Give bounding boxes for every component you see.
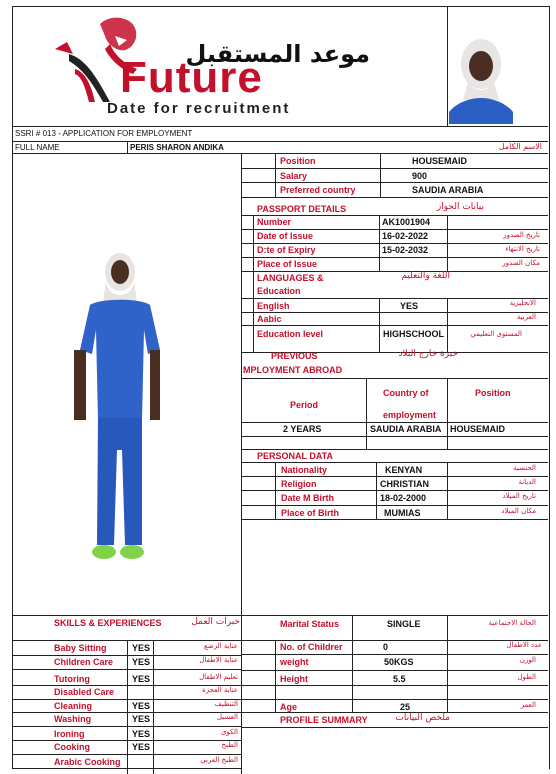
place-of-issue-label: Place of Issue bbox=[257, 259, 318, 269]
full-name-label: FULL NAME bbox=[15, 143, 60, 152]
skill-label: Ironing bbox=[54, 729, 85, 739]
english-value: YES bbox=[400, 301, 419, 311]
col-country-2: employment bbox=[383, 410, 437, 420]
marital-label: Marital Status bbox=[280, 619, 340, 629]
col-country-1: Country of bbox=[383, 388, 429, 398]
skill-label: Cooking bbox=[54, 742, 90, 752]
logo-tagline: Date for recruitment bbox=[107, 100, 291, 117]
abroad-title-ar: خبرة خارج البلاد bbox=[398, 349, 458, 359]
english-label: English bbox=[257, 301, 290, 311]
weight-ar: الوزن bbox=[519, 656, 536, 664]
skill-value: YES bbox=[132, 657, 151, 667]
passport-title-ar: بيانات الجواز bbox=[436, 202, 484, 212]
abroad-title-1: PREVIOUS bbox=[271, 351, 318, 361]
issue-date-ar: تاريخ الصدور bbox=[503, 231, 540, 239]
skill-label: Arabic Cooking bbox=[54, 757, 121, 767]
religion-value: CHRISTIAN bbox=[380, 479, 429, 489]
religion-ar: الديانة bbox=[518, 478, 536, 486]
full-name-value: PERIS SHARON ANDIKA bbox=[130, 143, 224, 152]
birth-date-label: Date M Birth bbox=[281, 493, 335, 503]
personal-title: PERSONAL DATA bbox=[257, 451, 334, 461]
age-ar: العمر bbox=[520, 701, 536, 709]
passport-number-value: AK1001904 bbox=[382, 217, 431, 227]
expiry-date-ar: تاريخ الانتهاء bbox=[505, 245, 540, 253]
skill-ar: عناية الرضع bbox=[204, 642, 238, 650]
skill-ar: الغسيل bbox=[216, 713, 238, 721]
arabic-label: Aabic bbox=[257, 314, 282, 324]
expiry-date-value: 15-02-2032 bbox=[382, 245, 429, 255]
birth-date-value: 18-02-2000 bbox=[380, 493, 427, 503]
logo-arabic: موعد المستقبل bbox=[185, 40, 370, 68]
birth-date-ar: تاريخ الميلاد bbox=[502, 492, 536, 500]
col-period: Period bbox=[290, 400, 319, 410]
salary-value: 900 bbox=[412, 171, 428, 181]
summary-ar: ملخص البيانات bbox=[395, 713, 450, 723]
preferred-country-label: Preferred country bbox=[280, 185, 356, 195]
abroad-title-2: MPLOYMENT ABROAD bbox=[243, 365, 343, 375]
ref-line: SSRI # 013 - APPLICATION FOR EMPLOYMENT bbox=[15, 129, 193, 138]
english-ar: الانجليزية bbox=[509, 299, 536, 307]
skill-value: YES bbox=[132, 701, 151, 711]
candidate-portrait bbox=[449, 34, 513, 124]
position-label: Position bbox=[280, 156, 316, 166]
summary-label: PROFILE SUMMARY bbox=[280, 715, 368, 725]
children-ar: عدد الاطفال bbox=[506, 641, 542, 649]
skill-label: Baby Sitting bbox=[54, 643, 107, 653]
issue-date-value: 16-02-2022 bbox=[382, 231, 429, 241]
skill-value: YES bbox=[132, 674, 151, 684]
skill-label: Tutoring bbox=[54, 674, 90, 684]
height-ar: الطول bbox=[517, 673, 536, 681]
abroad-position: HOUSEMAID bbox=[450, 424, 506, 434]
education-ar: المستوى التعليمي bbox=[470, 330, 522, 338]
skill-label: Cleaning bbox=[54, 701, 93, 711]
skill-ar: عناية العجزة bbox=[202, 686, 238, 694]
skill-ar: تعليم الاطفال bbox=[199, 673, 238, 681]
abroad-country: SAUDIA ARABIA bbox=[370, 424, 442, 434]
logo-word: Future bbox=[120, 53, 263, 102]
skill-label: Disabled Care bbox=[54, 687, 115, 697]
preferred-country-value: SAUDIA ARABIA bbox=[412, 185, 484, 195]
skill-value: YES bbox=[132, 643, 151, 653]
birth-place-value: MUMIAS bbox=[384, 508, 421, 518]
passport-number-label: Number bbox=[257, 217, 292, 227]
nationality-ar: الجنسية bbox=[513, 464, 536, 472]
position-value: HOUSEMAID bbox=[412, 156, 468, 166]
candidate-full-body-photo bbox=[62, 250, 172, 570]
languages-title-ar: اللغة والتعليم bbox=[401, 271, 450, 281]
birth-place-label: Place of Birth bbox=[281, 508, 340, 518]
weight-value: 50KGS bbox=[384, 657, 414, 667]
education-label: Education level bbox=[257, 329, 324, 339]
skill-ar: الطبخ العربي bbox=[200, 756, 238, 764]
birth-place-ar: مكان الميلاد bbox=[501, 507, 536, 515]
place-of-issue-ar: مكان الصدور bbox=[502, 259, 540, 267]
skill-ar: التنظيف bbox=[214, 700, 238, 708]
arabic-ar: العربية bbox=[516, 313, 536, 321]
passport-title: PASSPORT DETAILS bbox=[257, 204, 347, 214]
issue-date-label: Date of Issue bbox=[257, 231, 314, 241]
skill-label: Washing bbox=[54, 714, 92, 724]
age-value: 25 bbox=[400, 702, 411, 712]
skill-ar: عناية الاطفال bbox=[199, 656, 238, 664]
height-label: Height bbox=[280, 674, 308, 684]
skill-ar: الكوى bbox=[220, 728, 238, 736]
religion-label: Religion bbox=[281, 479, 317, 489]
languages-title-2: Education bbox=[257, 286, 301, 296]
expiry-date-label: D:te of Expiry bbox=[257, 245, 316, 255]
children-value: 0 bbox=[383, 642, 389, 652]
children-label: No. of Childrer bbox=[280, 642, 343, 652]
age-label: Age bbox=[280, 702, 298, 712]
skill-value: YES bbox=[132, 742, 151, 752]
skill-value: YES bbox=[132, 729, 151, 739]
skills-title: SKILLS & EXPERIENCES bbox=[54, 618, 162, 628]
abroad-period: 2 YEARS bbox=[283, 424, 322, 434]
col-position: Position bbox=[475, 388, 511, 398]
height-value: 5.5 bbox=[393, 674, 406, 684]
marital-ar: الحالة الاجتماعية bbox=[488, 619, 536, 627]
marital-value: SINGLE bbox=[387, 619, 421, 629]
nationality-label: Nationality bbox=[281, 465, 328, 475]
skill-value: YES bbox=[132, 714, 151, 724]
education-value: HIGHSCHOOL bbox=[383, 329, 445, 339]
skill-ar: الطبخ bbox=[221, 741, 238, 749]
salary-label: Salary bbox=[280, 171, 308, 181]
languages-title-1: LANGUAGES & bbox=[257, 273, 324, 283]
full-name-label-ar: الاسم الكامل bbox=[498, 142, 542, 151]
nationality-value: KENYAN bbox=[385, 465, 423, 475]
skill-label: Children Care bbox=[54, 657, 114, 667]
weight-label: weight bbox=[280, 657, 309, 667]
skills-title-ar: خبرات العمل bbox=[191, 617, 240, 627]
